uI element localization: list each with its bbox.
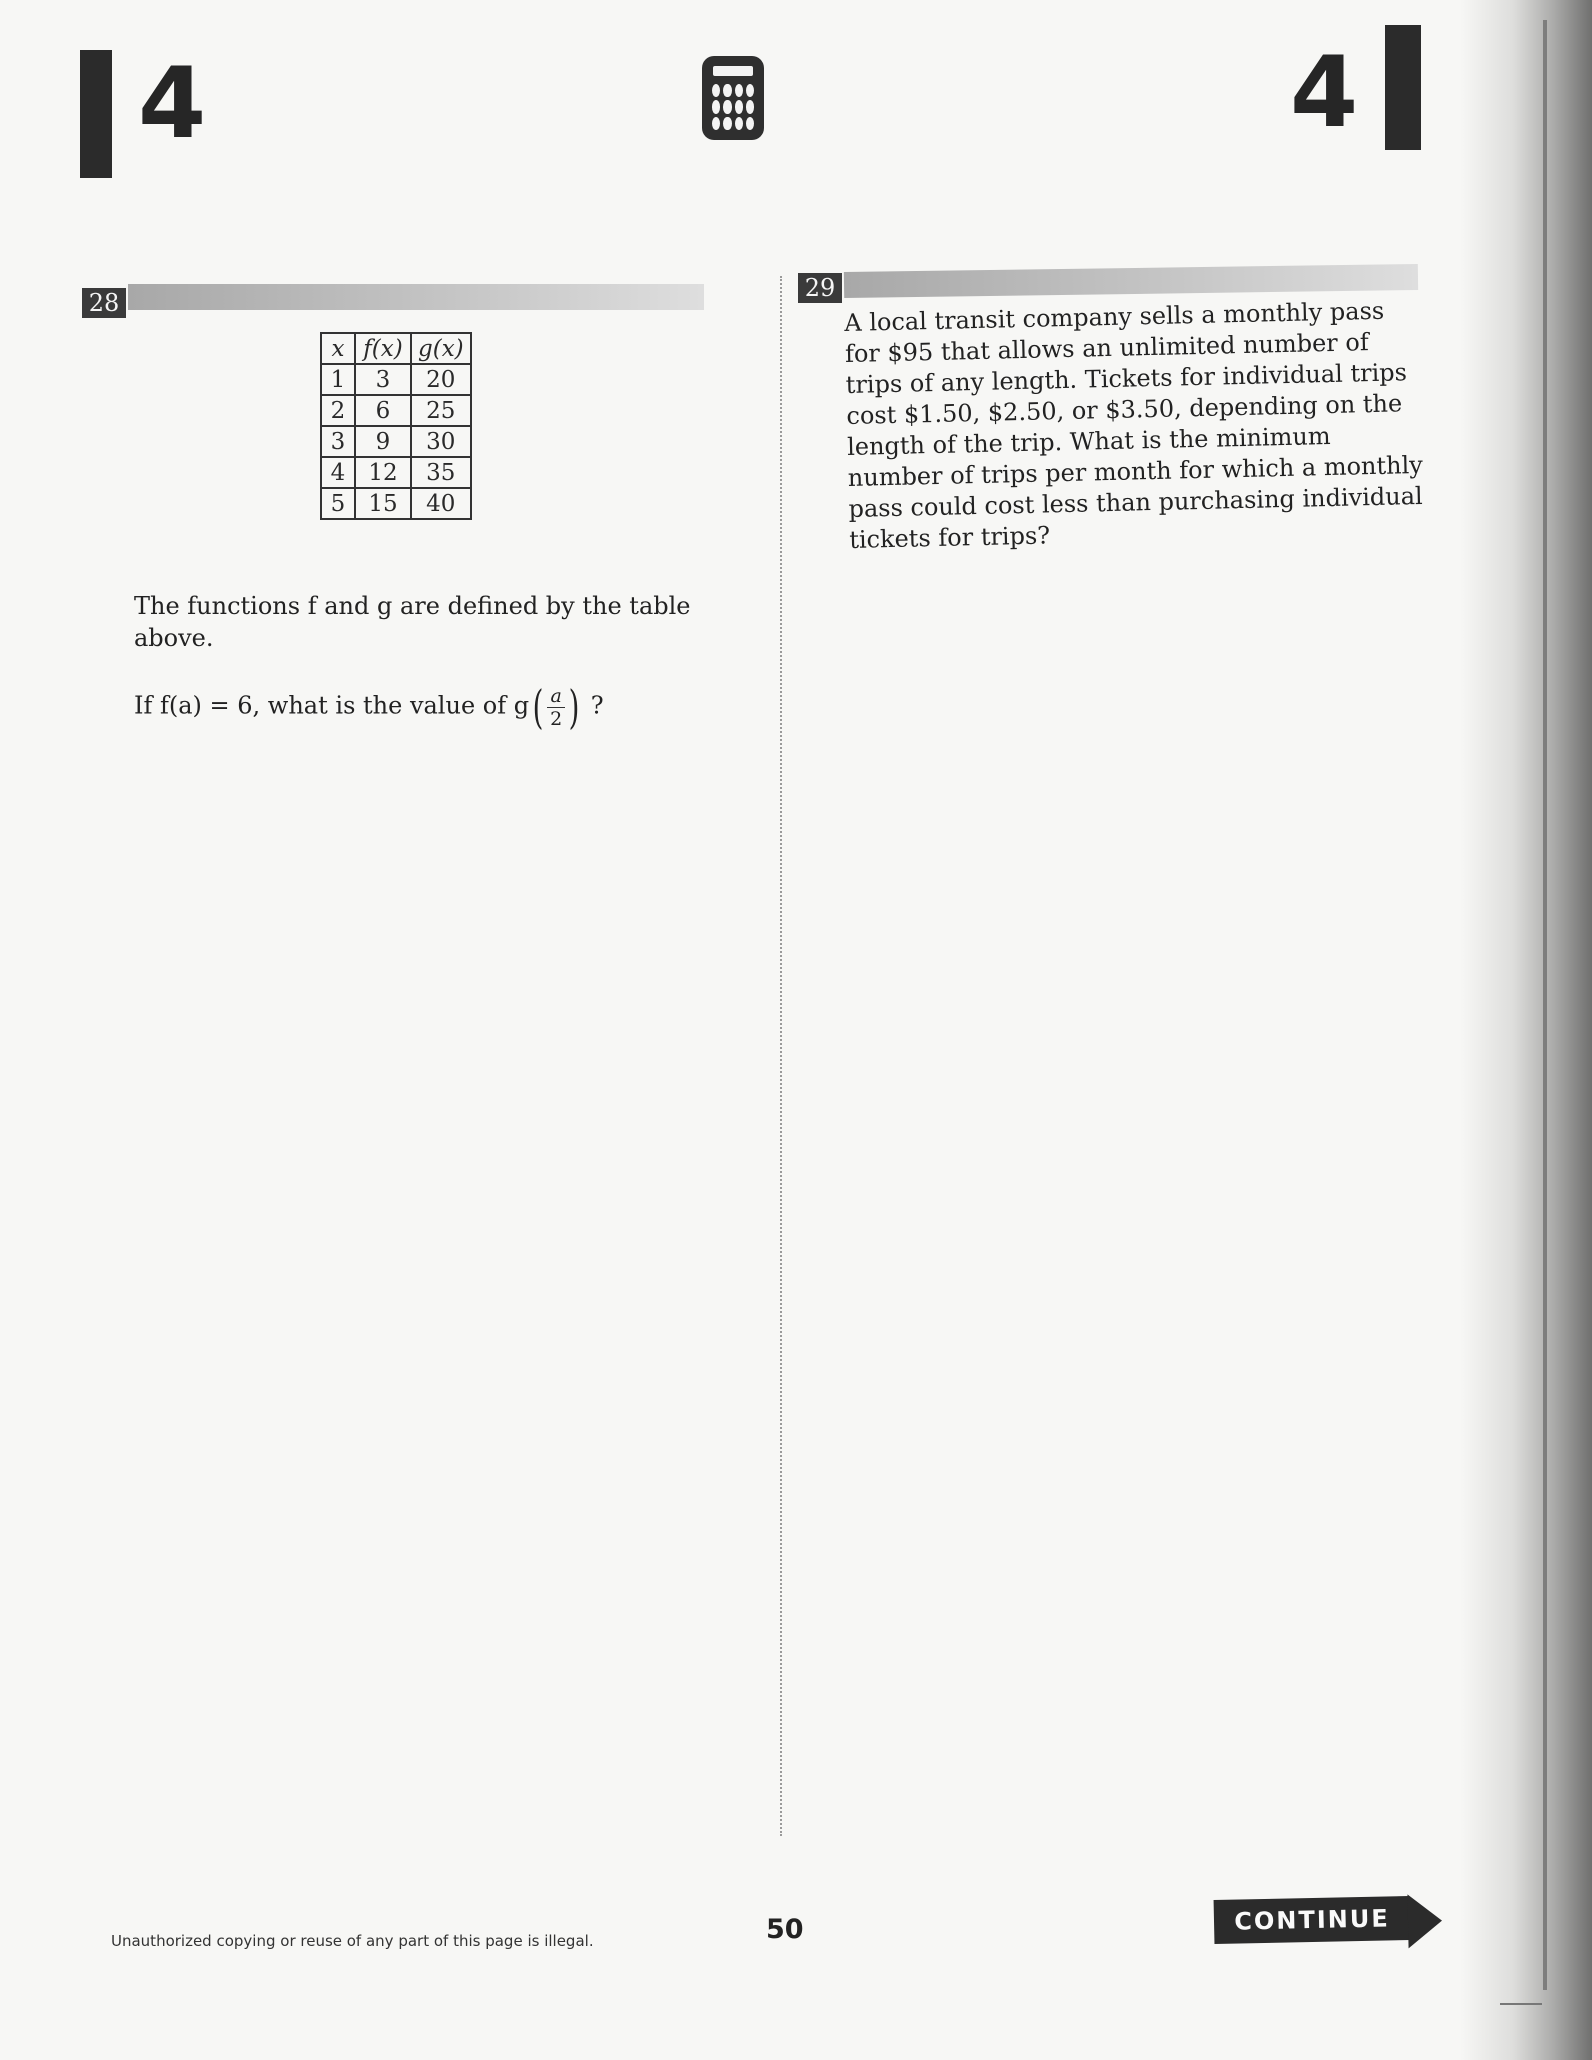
question-28-line2 bbox=[134, 682, 714, 732]
section-bar-right bbox=[1385, 25, 1421, 150]
table-header: g(x) bbox=[411, 333, 471, 364]
calculator-screen bbox=[713, 66, 753, 76]
section-bar-left bbox=[80, 50, 112, 178]
table-cell: 15 bbox=[355, 488, 411, 519]
table-cell: 3 bbox=[355, 364, 411, 395]
table-cell: 9 bbox=[355, 426, 411, 457]
table-cell: 35 bbox=[411, 457, 471, 488]
question-28-suffix: ? bbox=[583, 691, 604, 720]
arrow-right-icon bbox=[1407, 1894, 1442, 1949]
question-bar-28 bbox=[128, 284, 704, 310]
page-edge-shadow bbox=[1460, 0, 1592, 2060]
fraction-numerator: a bbox=[547, 685, 565, 708]
table-row bbox=[321, 457, 471, 488]
copyright-notice: Unauthorized copying or reuse of any part of this page is illegal. bbox=[111, 1932, 594, 1950]
table-cell: 6 bbox=[355, 395, 411, 426]
table-cell: 20 bbox=[411, 364, 471, 395]
question-28-prefix: If f(a) = 6, what is the value of g bbox=[134, 691, 530, 720]
table-cell: 40 bbox=[411, 488, 471, 519]
calculator-keys bbox=[712, 84, 754, 130]
fraction-denominator: 2 bbox=[550, 707, 563, 730]
left-paren: ( bbox=[532, 680, 544, 734]
question-number-29: 29 bbox=[798, 273, 842, 303]
table-cell: 12 bbox=[355, 457, 411, 488]
table-row bbox=[321, 488, 471, 519]
question-29-body: A local transit company sells a monthly pass for $95 that allows an unlimited number of trips of any length. Tickets for individual trips cost $1.50, $2.50, or $3.50, depending on the length of the trip. What is the minimum number of trips per month for which a monthly pass could cost less than purchasing individual tickets for trips? bbox=[844, 296, 1424, 554]
table-cell: 30 bbox=[411, 426, 471, 457]
table-row bbox=[321, 364, 471, 395]
continue-button: CONTINUE bbox=[1214, 1896, 1411, 1944]
table-cell: 25 bbox=[411, 395, 471, 426]
table-header: x bbox=[321, 333, 355, 364]
table-cell: 3 bbox=[321, 426, 355, 457]
fraction bbox=[547, 685, 565, 730]
margin-mark bbox=[1500, 2003, 1542, 2005]
right-paren: ) bbox=[568, 680, 580, 734]
question-number-28: 28 bbox=[82, 288, 126, 318]
table-row bbox=[321, 426, 471, 457]
column-divider bbox=[780, 276, 782, 1836]
table-cell: 1 bbox=[321, 364, 355, 395]
question-29-text bbox=[844, 295, 1431, 556]
table-header: f(x) bbox=[355, 333, 411, 364]
question-bar-29 bbox=[844, 264, 1418, 298]
table-cell: 2 bbox=[321, 395, 355, 426]
table-row bbox=[321, 395, 471, 426]
question-28-line1: The functions f and g are defined by the table above. bbox=[134, 592, 691, 652]
page-edge-line bbox=[1543, 20, 1547, 1990]
calculator-icon bbox=[702, 56, 764, 140]
function-table bbox=[320, 332, 472, 520]
section-number-left: 4 bbox=[138, 47, 207, 161]
table-cell: 5 bbox=[321, 488, 355, 519]
question-28-text bbox=[134, 590, 714, 760]
table-cell: 4 bbox=[321, 457, 355, 488]
section-number-right: 4 bbox=[1290, 36, 1359, 150]
page-number: 50 bbox=[766, 1914, 804, 1945]
table-header-row bbox=[321, 333, 471, 364]
